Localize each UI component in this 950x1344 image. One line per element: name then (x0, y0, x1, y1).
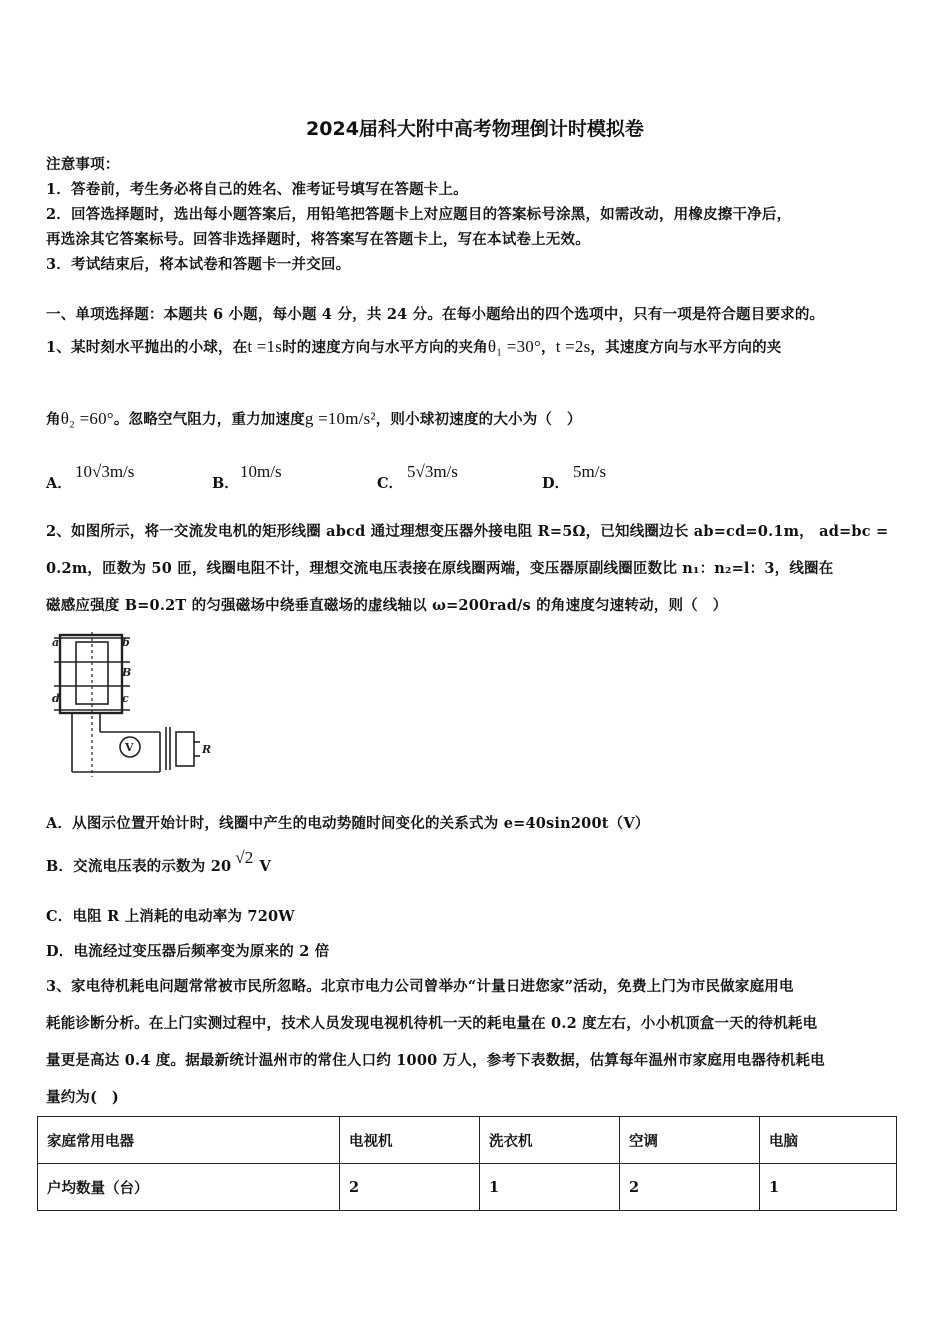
q2-line-1: 2、如图所示，将一交流发电机的矩形线圈 abcd 通过理想变压器外接电阻 R=5Ω，已知线圈边长 ab=cd=0.1m， ad=bc = (46, 523, 889, 540)
table-header-cell: 家庭常用电器 (38, 1117, 340, 1164)
q1-option-a: 10√3m/s (75, 462, 135, 481)
notice-item-1: 1．答卷前，考生务必将自己的姓名、准考证号填写在答题卡上。 (46, 181, 468, 198)
q1-text-1: 1、某时刻水平抛出的小球，在 (46, 339, 248, 356)
q1-math-t1: t =1s (247, 337, 283, 356)
appliance-table (37, 1116, 897, 1211)
table-cell: 1 (760, 1164, 897, 1211)
notice-item-2a: 2．回答选择题时，选出每小题答案后，用铅笔把答题卡上对应题目的答案标号涂黑，如需改动，用橡皮擦干净后， (46, 206, 792, 223)
q2-line-2: 0.2m，匝数为 50 匝，线圈电阻不计，理想交流电压表接在原线圈两端，变压器原副线圈匝数比 n₁：n₂=l：3，线圈在 (46, 560, 834, 577)
fig-label-a: a (52, 636, 60, 649)
q1-text-6: 。忽略空气阻力，重力加速度 (113, 411, 305, 428)
q1-option-a-label: A． (46, 475, 72, 492)
q3-line-4: 量约为( ) (46, 1089, 119, 1106)
q1-math-g: g =10m/s² (304, 409, 376, 428)
q3-line-2: 耗能诊断分析。在上门实测过程中，技术人员发现电视机待机一天的耗电量在 0.2 度左右，小小机顶盒一天的待机耗电 (46, 1015, 818, 1032)
q1-text-3: ， (541, 339, 556, 356)
fig-label-b: b (122, 636, 130, 649)
table-cell: 2 (340, 1164, 480, 1211)
page-title: 2024届科大附中高考物理倒计时模拟卷 (306, 118, 644, 140)
q2-option-b (46, 848, 271, 881)
table-header-cell: 洗衣机 (480, 1117, 620, 1164)
q1-text-5: 角 (46, 411, 61, 428)
fig-label-field: B (122, 666, 132, 679)
fig-label-resistor: R (202, 743, 212, 756)
q1-option-c: 5√3m/s (407, 462, 458, 481)
q2-line-3: 磁感应强度 B=0.2T 的匀强磁场中绕垂直磁场的虚线轴以 ω=200rad/s 的角速度匀速转动，则（ ） (46, 597, 728, 614)
q1-line-2 (46, 405, 582, 434)
q1-option-d: 5m/s (573, 462, 607, 481)
table-cell: 2 (620, 1164, 760, 1211)
q1-text-7: ，则小球初速度的大小为（ ） (375, 411, 582, 428)
q1-math-theta1: θ₁ =30° (487, 337, 541, 356)
q1-text-2: 时的速度方向与水平方向的夹角 (282, 339, 488, 356)
q2-option-b-unit: V (259, 858, 271, 875)
table-header-cell: 空调 (620, 1117, 760, 1164)
q1-option-b: 10m/s (240, 462, 282, 481)
q2-option-a: A．从图示位置开始计时，线圈中产生的电动势随时间变化的关系式为 e=40sin200t（V） (46, 815, 650, 832)
q3-line-3: 量更是高达 0.4 度。据最新统计温州市的常住人口约 1000 万人，参考下表数据，估算每年温州市家庭用电器待机耗电 (46, 1052, 825, 1069)
notice-item-2b: 再选涂其它答案标号。回答非选择题时，将答案写在答题卡上，写在本试卷上无效。 (46, 231, 590, 248)
table-header-cell: 电脑 (760, 1117, 897, 1164)
q1-option-c-label: C． (377, 475, 404, 492)
q1-math-t2: t =2s (555, 337, 591, 356)
q1-text-4: ，其速度方向与水平方向的夹 (590, 339, 782, 356)
q1-option-b-label: B． (212, 475, 239, 492)
generator-circuit-figure (50, 632, 220, 777)
table-cell: 户均数量（台） (38, 1164, 340, 1211)
notice-heading: 注意事项： (46, 156, 120, 173)
fig-label-voltmeter: V (125, 741, 134, 754)
q3-line-1: 3、家电待机耗电问题常常被市民所忽略。北京市电力公司曾举办“计量日进您家”活动，免费上门为市民做家庭用电 (46, 978, 794, 995)
notice-item-3: 3．考试结束后，将本试卷和答题卡一并交回。 (46, 256, 351, 273)
q1-math-theta2: θ₂ =60° (60, 409, 114, 428)
q1-line-1 (46, 333, 782, 362)
q2-option-b-math: √2 (235, 848, 254, 867)
q2-option-b-text: B．交流电压表的示数为 20 (46, 858, 232, 875)
q2-option-d: D．电流经过变压器后频率变为原来的 2 倍 (46, 943, 330, 960)
fig-label-c: c (122, 692, 129, 705)
table-row (38, 1164, 897, 1211)
table-cell: 1 (480, 1164, 620, 1211)
table-header-row (38, 1117, 897, 1164)
table-header-cell: 电视机 (340, 1117, 480, 1164)
q1-option-d-label: D． (542, 475, 570, 492)
fig-label-d: d (52, 692, 60, 705)
section-1-heading: 一、单项选择题：本题共 6 小题，每小题 4 分，共 24 分。在每小题给出的四个选项中，只有一项是符合题目要求的。 (46, 306, 825, 323)
q2-option-c: C．电阻 R 上消耗的电动率为 720W (46, 908, 295, 925)
